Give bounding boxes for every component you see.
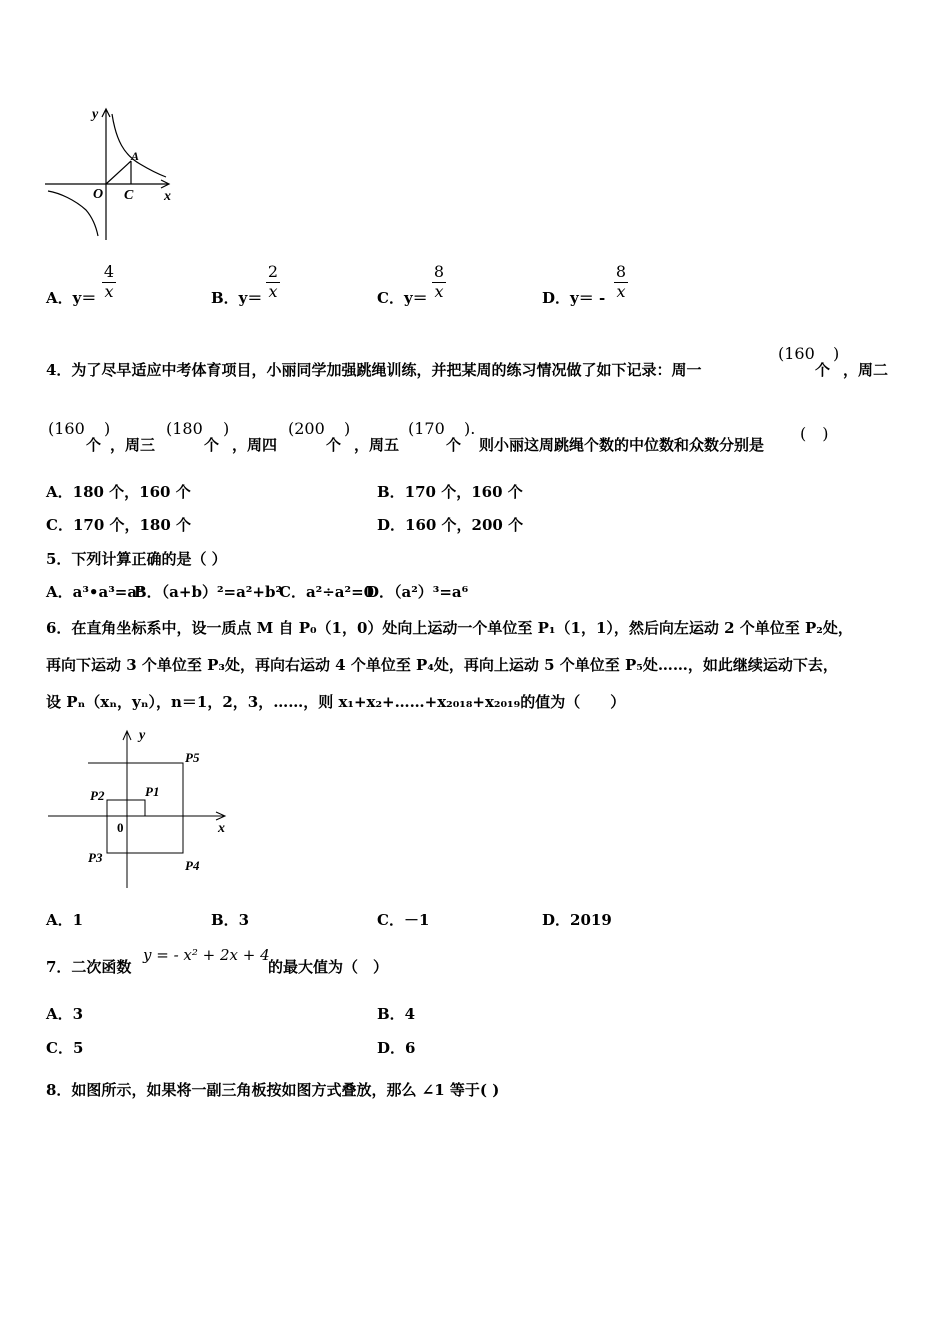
fraction-numerator: 8 bbox=[615, 262, 627, 281]
q6-line3: 设 Pₙ（xₙ，yₙ），n＝1，2，3，……，则 x₁+x₂+……+x₂₀₁₈+x₂₀₁₉的值为（ ） bbox=[46, 693, 626, 711]
hyperbola-branch-2 bbox=[48, 191, 98, 236]
q4-monday-value: (160 bbox=[778, 344, 815, 363]
q6-option-d: D．2019 bbox=[542, 911, 612, 929]
q4-monday-unit: 个 bbox=[815, 361, 831, 379]
q7-suffix: 的最大值为（ ） bbox=[268, 958, 389, 976]
q5-option-a: A．a³•a³=a⁹ bbox=[46, 583, 144, 601]
q4-thursday-unit: 个 bbox=[326, 436, 342, 454]
p2-label: P2 bbox=[90, 788, 105, 803]
p5-label: P5 bbox=[185, 750, 200, 765]
y-label: y bbox=[92, 107, 99, 122]
q4-line1: 4．为了尽早适应中考体育项目，小丽同学加强跳绳训练，并把某周的练习情况做了如下记录：周一 bbox=[46, 361, 702, 379]
a-label: A bbox=[131, 149, 140, 163]
q6-line2: 再向下运动 3 个单位至 P₃处，再向右运动 4 个单位至 P₄处，再向上运动 5 个单位至 P₅处……，如此继续运动下去， bbox=[46, 656, 838, 674]
q3-option-a-label: A．y＝ bbox=[46, 289, 97, 307]
q6-line1: 6．在直角坐标系中，设一质点 M 自 P₀（1，0）处向上运动一个单位至 P₁（1，1），然后向左运动 2 个单位至 P₂处， bbox=[46, 619, 853, 637]
q4-option-b: B．170 个，160 个 bbox=[377, 483, 523, 501]
hyperbola-branch-1 bbox=[112, 114, 166, 177]
q4-monday-close: ) bbox=[833, 344, 840, 363]
q4-tuesday-value: (160 bbox=[48, 419, 85, 438]
q4-wednesday-close: ) bbox=[223, 419, 230, 438]
q4-thursday-value: (200 bbox=[288, 419, 325, 438]
p3-label: P3 bbox=[88, 850, 103, 865]
spiral-path-graph bbox=[44, 724, 244, 894]
q4-friday-label: ，周五 bbox=[354, 436, 400, 454]
q4-answer-blank: ( ) bbox=[800, 424, 829, 443]
y-label: y bbox=[139, 728, 146, 743]
q4-option-a: A．180 个，160 个 bbox=[46, 483, 191, 501]
origin-label: O bbox=[93, 187, 104, 202]
fraction-denominator: x bbox=[434, 282, 444, 301]
q4-friday-close: ). bbox=[464, 419, 476, 438]
fraction-denominator: x bbox=[104, 282, 114, 301]
q5-stem: 5．下列计算正确的是（ ） bbox=[46, 550, 227, 568]
q6-option-a: A．1 bbox=[46, 911, 84, 929]
q3-option-a-fraction bbox=[102, 262, 116, 301]
q3-option-b-label: B．y＝ bbox=[211, 289, 263, 307]
fraction-numerator: 8 bbox=[433, 262, 445, 281]
spiral-path bbox=[88, 763, 183, 853]
p4-label: P4 bbox=[185, 858, 200, 873]
q5-option-b: B．（a+b）²=a²+b² bbox=[134, 583, 283, 601]
c-label: C bbox=[124, 188, 134, 203]
q7-option-a: A．3 bbox=[46, 1005, 84, 1023]
q4-question-tail: 则小丽这周跳绳个数的中位数和众数分别是 bbox=[479, 436, 765, 454]
segment-oa bbox=[106, 161, 131, 184]
q3-option-c-fraction bbox=[432, 262, 446, 301]
q4-thursday-label: ，周四 bbox=[232, 436, 278, 454]
q4-friday-value: (170 bbox=[408, 419, 445, 438]
q8-stem: 8．如图所示，如果将一副三角板按如图方式叠放，那么 ∠1 等于( ) bbox=[46, 1081, 500, 1099]
q6-option-c: C．－1 bbox=[377, 911, 430, 929]
q6-option-b: B．3 bbox=[211, 911, 250, 929]
fraction-numerator: 4 bbox=[103, 262, 115, 281]
q4-wednesday-unit: 个 bbox=[204, 436, 220, 454]
q4-option-c: C．170 个，180 个 bbox=[46, 516, 192, 534]
q7-prefix: 7．二次函数 bbox=[46, 958, 132, 976]
q4-thursday-close: ) bbox=[344, 419, 351, 438]
fraction-denominator: x bbox=[616, 282, 626, 301]
q4-friday-unit: 个 bbox=[446, 436, 462, 454]
q4-tuesday-label: ，周二 bbox=[843, 361, 889, 379]
fraction-numerator: 2 bbox=[267, 262, 279, 281]
hyperbola-graph bbox=[40, 100, 190, 245]
q4-tuesday-unit: 个 bbox=[86, 436, 102, 454]
q3-option-d-label: D．y＝ - bbox=[542, 289, 606, 307]
fraction-denominator: x bbox=[268, 282, 278, 301]
q4-option-d: D．160 个，200 个 bbox=[377, 516, 524, 534]
q5-option-c: C．a²÷a²=0 bbox=[279, 583, 375, 601]
q3-option-d-fraction bbox=[614, 262, 628, 301]
q4-wednesday-label: ，周三 bbox=[110, 436, 156, 454]
x-label: x bbox=[218, 821, 225, 836]
q4-wednesday-value: (180 bbox=[166, 419, 203, 438]
q7-option-c: C．5 bbox=[46, 1039, 84, 1057]
x-label: x bbox=[164, 189, 171, 204]
q3-option-b-fraction bbox=[266, 262, 280, 301]
q7-formula: y = - x² + 2x + 4 bbox=[143, 946, 270, 964]
q4-tuesday-close: ) bbox=[104, 419, 111, 438]
p1-label: P1 bbox=[145, 784, 160, 799]
q3-option-c-label: C．y＝ bbox=[377, 289, 428, 307]
q7-option-b: B．4 bbox=[377, 1005, 416, 1023]
q5-option-d: D．（a²）³=a⁶ bbox=[366, 583, 469, 601]
q7-option-d: D．6 bbox=[377, 1039, 416, 1057]
origin-label: 0 bbox=[117, 820, 124, 835]
